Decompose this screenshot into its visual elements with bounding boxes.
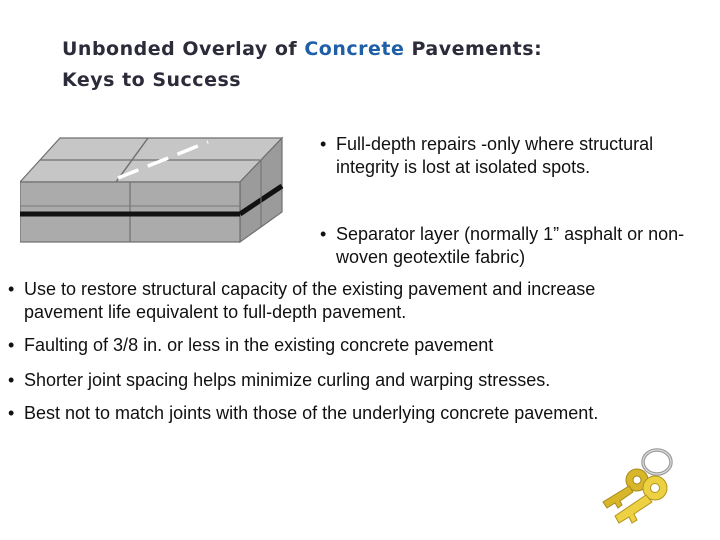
bullet-marker: • — [320, 224, 327, 244]
bullet-text: Use to restore structural capacity of the existing pavement and increase pavement life equivalent to full-depth pavement. — [24, 279, 596, 322]
bullet-text: Full-depth repairs -only where structural integrity is lost at isolated spots. — [336, 134, 654, 177]
bullet-text: Separator layer (normally 1” asphalt or non-woven geotextile fabric) — [336, 224, 685, 267]
bullet-full-depth-repairs — [320, 133, 716, 179]
title-part-1: Unbonded Overlay of — [62, 38, 305, 60]
bullet-marker: • — [320, 134, 327, 154]
bullet-restore-capacity — [8, 278, 664, 324]
bullet-faulting — [8, 334, 664, 357]
slide-title — [62, 34, 702, 96]
pavement-slab-illustration — [20, 134, 300, 246]
bullet-separator-layer — [320, 223, 720, 269]
title-accent: Concrete — [304, 38, 405, 60]
title-part-2: Pavements: — [404, 38, 543, 60]
bullet-marker: • — [8, 335, 15, 355]
bullet-joint-spacing — [8, 369, 704, 392]
bullet-match-joints — [8, 402, 664, 425]
bullet-text: Shorter joint spacing helps minimize curling and warping stresses. — [24, 370, 551, 390]
bullet-marker: • — [8, 370, 15, 390]
bullet-marker: • — [8, 403, 15, 423]
bullet-marker: • — [8, 279, 15, 299]
keys-icon — [585, 440, 700, 528]
bullet-text: Best not to match joints with those of the underlying concrete pavement. — [24, 403, 599, 423]
bullet-text: Faulting of 3/8 in. or less in the existing concrete pavement — [24, 335, 494, 355]
title-line-2: Keys to Success — [62, 69, 242, 91]
